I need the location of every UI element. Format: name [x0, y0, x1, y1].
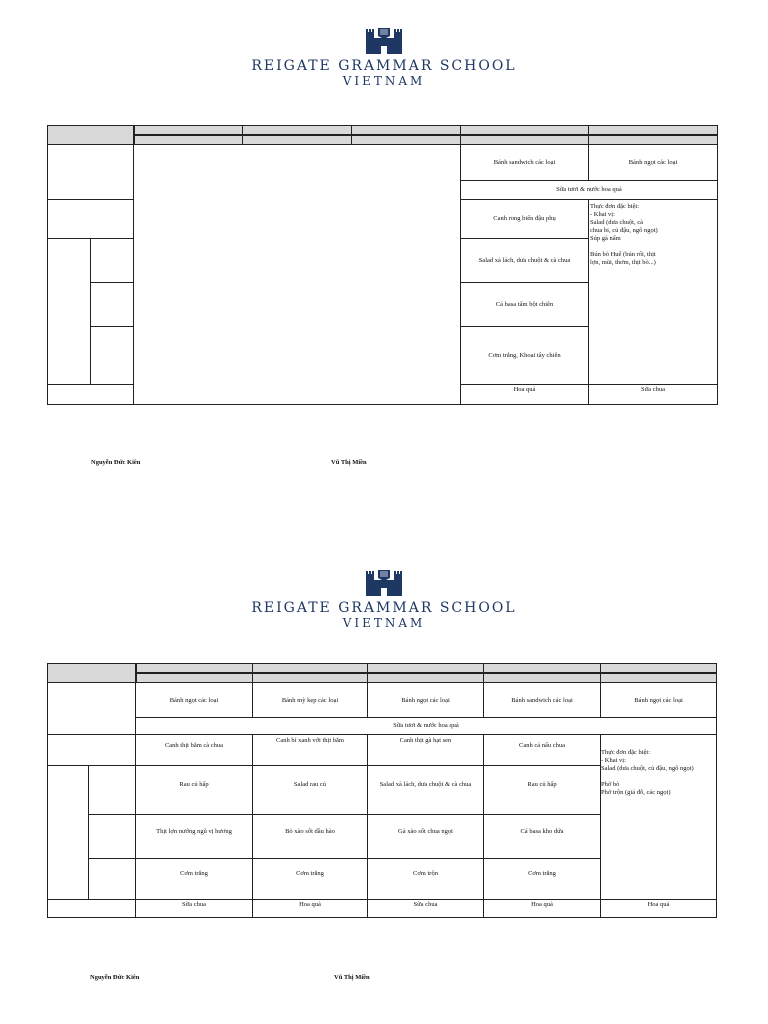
soup-cell: Canh thịt băm cà chua — [164, 742, 224, 749]
starch-cell: Cơm trắng — [528, 870, 556, 877]
school-name: REIGATE GRAMMAR SCHOOL — [251, 58, 517, 74]
snack-cell: Bánh mỳ kẹp các loại — [281, 696, 339, 704]
drink-cell: Sữa tươi & nước hoa quả — [556, 186, 622, 193]
dessert-cell: Hoa quả — [531, 901, 553, 908]
snack-cell: Bánh sandwich các loại — [493, 159, 556, 166]
soup-cell: Canh thịt gà hạt sen — [399, 737, 452, 744]
veg-cell: Rau củ hấp — [179, 781, 209, 788]
starch-cell: Cơm trắng, Khoai tây chiên — [488, 351, 561, 359]
signature-name-left: Nguyễn Đức Kiên — [91, 459, 141, 466]
soup-cell: Canh rong biển đậu phụ — [493, 215, 556, 222]
dessert-cell: Hoa quả — [299, 901, 321, 908]
snack-cell: Bánh ngọt các loại — [401, 696, 450, 704]
header-dates-row — [134, 135, 718, 145]
starch-cell: Cơm trộn — [413, 870, 438, 877]
main-dish-cell: Cá basa kho dứa — [520, 828, 564, 835]
snack-cell: Bánh sandwich các loại — [511, 696, 573, 704]
starch-cell: Cơm trắng — [296, 870, 324, 877]
school-logo-top — [0, 26, 768, 88]
castle-crest-icon — [364, 26, 404, 54]
main-dish-cell: Cá basa tẩm bột chiên — [495, 300, 554, 308]
special-menu-cell: Thực đơn đặc biệt: - Khai vị: Salad (dưa chuột, cà chua bi, củ đậu, ngô ngọt) Súp gà nấm Bún bò Huế (bún rối, thịt lợn, mùi, thơm, thịt bò...) — [590, 203, 658, 266]
starch-cell: Cơm trắng — [180, 870, 208, 877]
special-menu-cell: Thực đơn đặc biệt: - Khai vị: Salad (dưa chuột, củ đậu, ngô ngọt) Phở bò Phở trộn (giá đỗ, các ngọt) — [601, 749, 694, 796]
drink-cell: Sữa tươi & nước hoa quả — [393, 722, 459, 729]
soup-cell: Canh cá nấu chua — [518, 742, 566, 749]
salad-cell: Salad xà lách, dưa chuột & cà chua — [478, 256, 571, 264]
snack-cell: Bánh ngọt các loại — [628, 159, 678, 166]
header-corner — [47, 663, 136, 683]
castle-crest-icon — [364, 568, 404, 596]
header-days-row — [136, 663, 717, 673]
signature-name-left: Nguyễn Đức Kiên — [90, 974, 140, 981]
dessert-cell: Sữa chua — [641, 386, 665, 393]
snack-cell: Bánh ngọt các loại — [634, 696, 683, 704]
snack-cell: Bánh ngọt các loại — [169, 696, 219, 704]
soup-cell: Canh bí xanh với thịt băm — [276, 737, 344, 744]
dessert-cell: Hoa quả — [513, 386, 536, 393]
header-corner — [47, 125, 134, 145]
dessert-cell: Hoa quả — [647, 901, 670, 908]
veg-cell: Rau củ hấp — [527, 781, 557, 788]
signature-name-right: Vũ Thị Miền — [331, 459, 367, 466]
veg-cell: Salad xà lách, dưa chuột & cà chua — [379, 781, 472, 788]
main-dish-cell: Bò xào sốt dầu hào — [285, 828, 335, 835]
header-dates-row — [136, 673, 717, 683]
school-subtitle: VIETNAM — [342, 616, 426, 630]
signature-name-right: Vũ Thị Miền — [334, 974, 370, 981]
school-name: REIGATE GRAMMAR SCHOOL — [251, 600, 517, 616]
school-logo-bottom — [0, 568, 768, 630]
veg-cell: Salad rau củ — [293, 781, 327, 788]
main-dish-cell: Thịt lợn nướng ngũ vị hương — [156, 828, 232, 835]
school-subtitle: VIETNAM — [342, 74, 426, 88]
header-days-row — [134, 125, 718, 135]
dessert-cell: Sữa chua — [182, 901, 206, 908]
main-dish-cell: Gà xào sốt chua ngọt — [398, 828, 453, 835]
dessert-cell: Sữa chua — [413, 901, 438, 908]
